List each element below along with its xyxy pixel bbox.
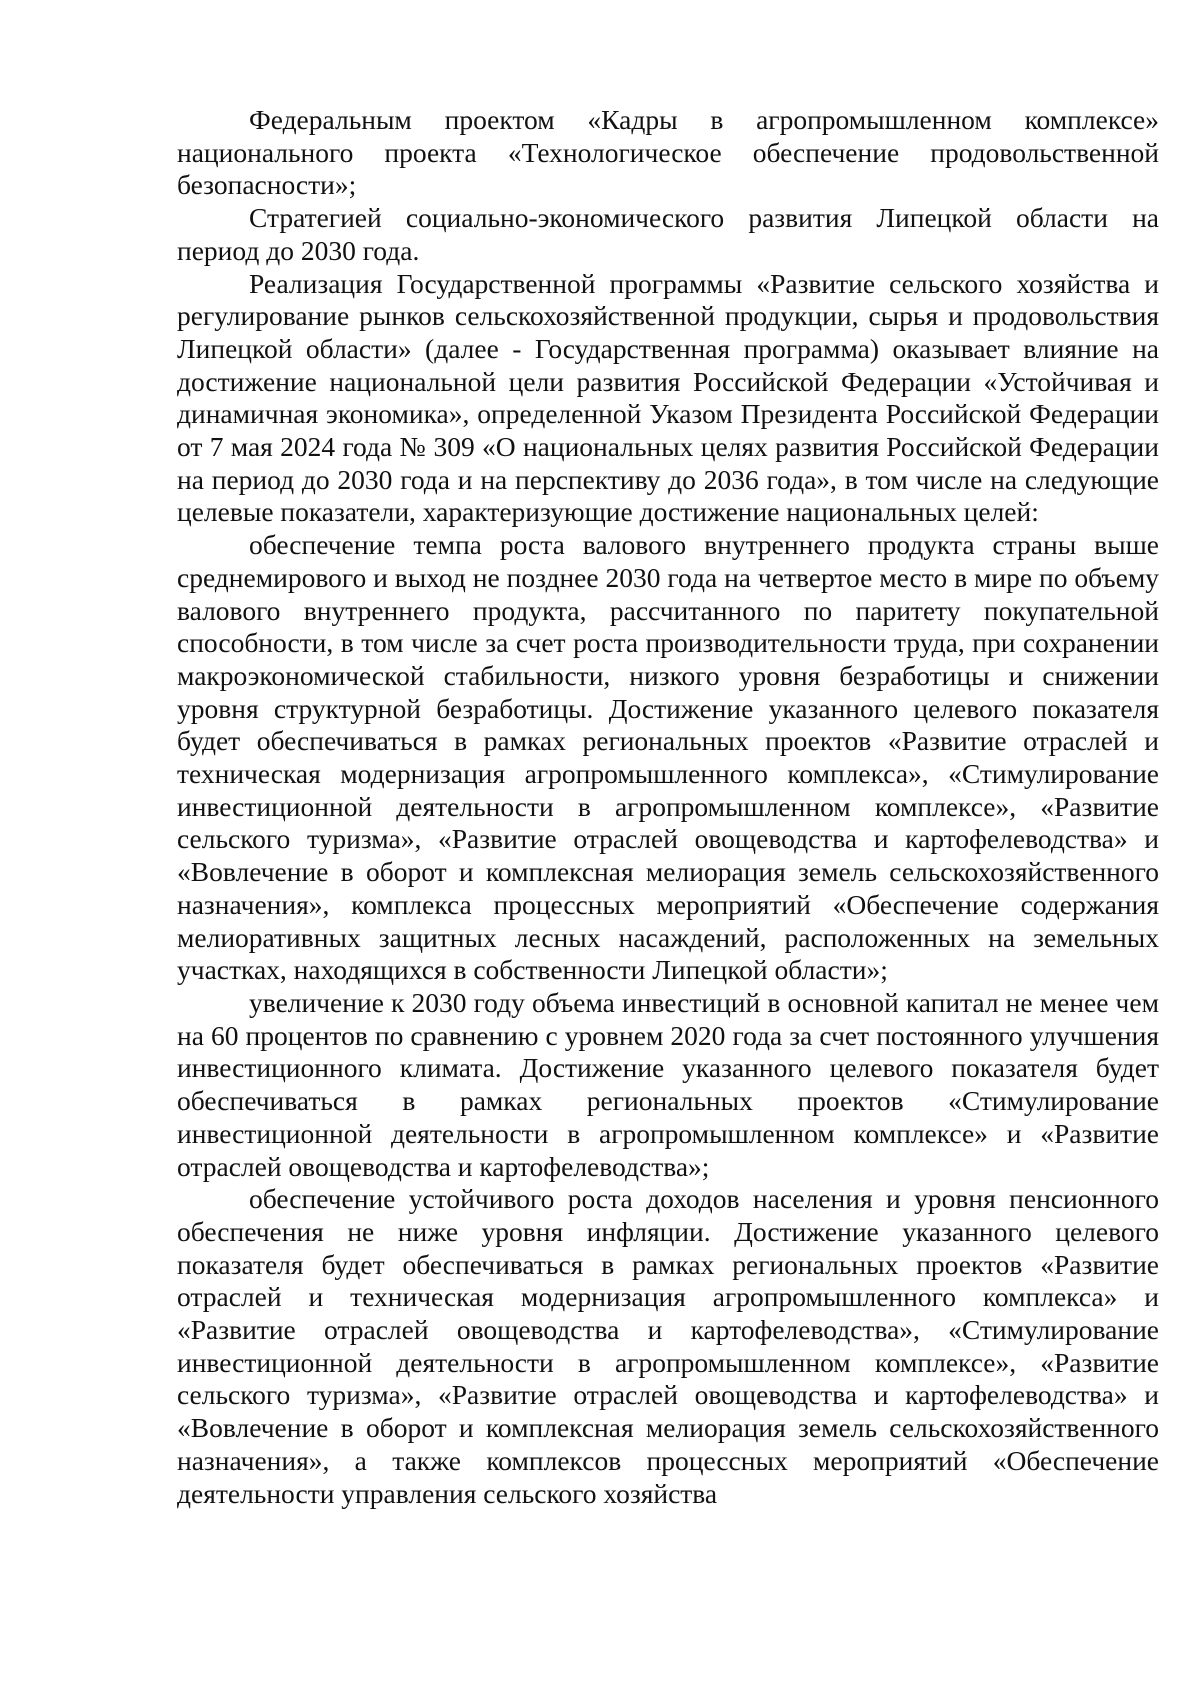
paragraph-income-growth: обеспечение устойчивого роста доходов населения и уровня пенсионного обеспечения не ниже уровня инфляции. Достижение указанного целевого показателя будет обеспечиваться в рамках региональных проектов «Развитие отраслей и техническая модернизация агропромышленного комплекса» и «Развитие отраслей овощеводства и картофелеводства», «Стимулирование инвестиционной деятельности в агропромышленном комплексе», «Развитие сельского туризма», «Развитие отраслей овощеводства и картофелеводства» и «Вовлечение в оборот и комплексная мелиорация земель сельскохозяйственного назначения», а также комплексов процессных мероприятий «Обеспечение деятельности управления сельского хозяйства — [177, 1183, 1159, 1509]
paragraph-federal-project: Федеральным проектом «Кадры в агропромышленном комплексе» национального проекта «Технологическое обеспечение продовольственной безопасности»; — [177, 104, 1159, 201]
document-body — [177, 104, 1159, 1510]
paragraph-gdp-growth: обеспечение темпа роста валового внутреннего продукта страны выше среднемирового и выход не позднее 2030 года на четвертое место в мире по объему валового внутреннего продукта, рассчитанного по паритету покупательной способности, в том числе за счет роста производительности труда, при сохранении макроэкономической стабильности, низкого уровня безработицы и снижении уровня структурной безработицы. Достижение указанного целевого показателя будет обеспечиваться в рамках региональных проектов «Развитие отраслей и техническая модернизация агропромышленного комплекса», «Стимулирование инвестиционной деятельности в агропромышленном комплексе», «Развитие сельского туризма», «Развитие отраслей овощеводства и картофелеводства» и «Вовлечение в оборот и комплексная мелиорация земель сельскохозяйственного назначения», комплекса процессных мероприятий «Обеспечение содержания мелиоративных защитных лесных насаждений, расположенных на земельных участках, находящихся в собственности Липецкой области»; — [177, 529, 1159, 986]
paragraph-program-implementation: Реализация Государственной программы «Развитие сельского хозяйства и регулирование рынков сельскохозяйственной продукции, сырья и продовольствия Липецкой области» (далее - Государственная программа) оказывает влияние на достижение национальной цели развития Российской Федерации «Устойчивая и динамичная экономика», определенной Указом Президента Российской Федерации от 7 мая 2024 года № 309 «О национальных целях развития Российской Федерации на период до 2030 года и на перспективу до 2036 года», в том числе на следующие целевые показатели, характеризующие достижение национальных целей: — [177, 267, 1159, 528]
paragraph-strategy: Стратегией социально-экономического развития Липецкой области на период до 2030 года. — [177, 202, 1159, 266]
paragraph-investment-increase: увеличение к 2030 году объема инвестиций в основной капитал не менее чем на 60 процентов по сравнению с уровнем 2020 года за счет постоянного улучшения инвестиционного климата. Достижение указанного целевого показателя будет обеспечиваться в рамках региональных проектов «Стимулирование инвестиционной деятельности в агропромышленном комплексе» и «Развитие отраслей овощеводства и картофелеводства»; — [177, 986, 1159, 1182]
